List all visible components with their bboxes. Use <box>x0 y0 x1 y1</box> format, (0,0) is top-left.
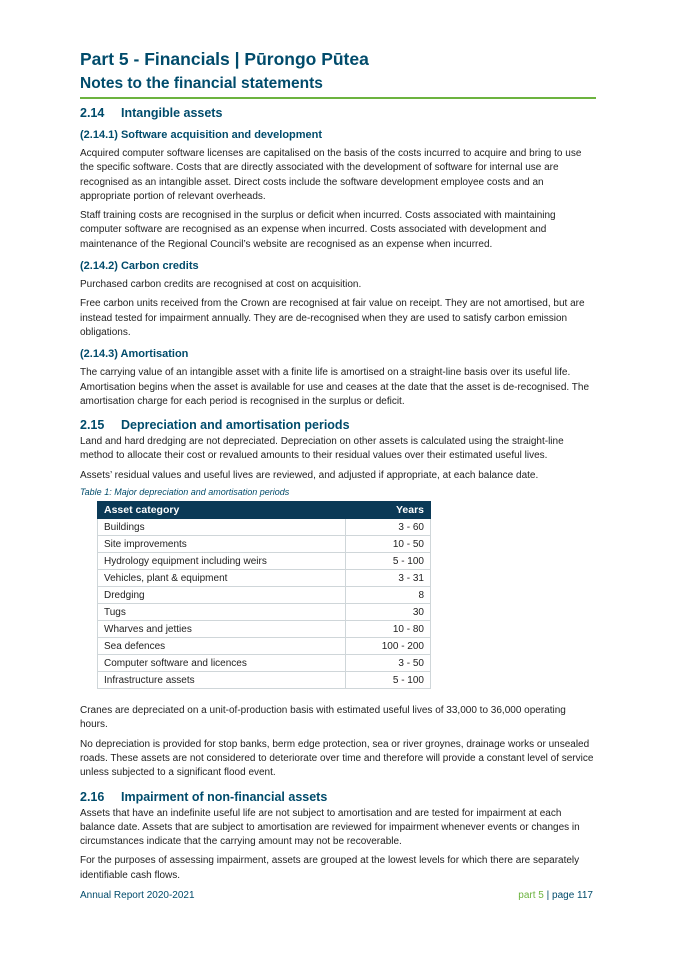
footer-separator: | <box>546 890 550 901</box>
table-row <box>98 536 431 553</box>
paragraph: Acquired computer software licenses are capitalised on the basis of the costs incurred to acquire and bring to use the specific software. Costs that are directly associated with the development of software for internal use are recognised as an intangible asset. Direct costs include the software development employee costs and an appropriate portion of relevant overheads. <box>80 148 582 202</box>
column-header: Years <box>346 502 431 519</box>
table-row <box>98 638 431 655</box>
footer-report-title: Annual Report 2020-2021 <box>80 890 195 901</box>
paragraph: Cranes are depreciated on a unit-of-production basis with estimated useful lives of 33,000 to 36,000 operating hours. <box>80 705 566 731</box>
footer-part: part 5 <box>518 890 544 901</box>
table-row <box>98 672 431 689</box>
table-row <box>98 570 431 587</box>
table-cell: 3 - 60 <box>346 519 431 536</box>
table-caption: Table 1: Major depreciation and amortisation periods <box>80 487 290 498</box>
table-cell: Buildings <box>98 519 346 536</box>
section-title: Intangible assets <box>121 106 223 120</box>
table-row <box>98 655 431 672</box>
paragraph: For the purposes of assessing impairment, assets are grouped at the lowest levels for which there are separately identifiable cash flows. <box>80 855 580 881</box>
section-title: Depreciation and amortisation periods <box>121 418 350 433</box>
page-content <box>80 48 596 883</box>
table-cell: 3 - 50 <box>346 655 431 672</box>
heading-2-15 <box>80 417 596 433</box>
heading-2-14-1: (2.14.1) Software acquisition and development <box>80 129 323 141</box>
table-row <box>98 553 431 570</box>
heading-2-14-3: (2.14.3) Amortisation <box>80 348 189 361</box>
table-cell: 10 - 50 <box>346 536 431 553</box>
table-cell: 3 - 31 <box>346 570 431 587</box>
paragraph: Land and hard dredging are not depreciated. Depreciation on other assets is calculated using the straight-line method to allocate their cost or revalued amounts to their residual values over their estimated useful lives. <box>80 436 564 462</box>
table-cell: Dredging <box>98 587 346 604</box>
paragraph: Assets’ residual values and useful lives are reviewed, and adjusted if appropriate, at each balance date. <box>80 469 539 481</box>
table-cell: Vehicles, plant & equipment <box>98 570 346 587</box>
table-cell: Computer software and licences <box>98 655 346 672</box>
table-cell: 10 - 80 <box>346 621 431 638</box>
table-cell: Infrastructure assets <box>98 672 346 689</box>
page-footer <box>80 890 593 901</box>
table-header-row <box>98 502 431 519</box>
table-cell: 100 - 200 <box>346 638 431 655</box>
heading-2-14 <box>80 105 596 121</box>
section-number: 2.15 <box>80 418 105 433</box>
paragraph: Assets that have an indefinite useful life are not subject to amortisation and are tested for impairment at each balance date. Assets that are subject to amortisation are reviewed for impairment whenever events or changes in circumstances indicate that the carrying amount may not be recoverable. <box>80 807 580 848</box>
table-row <box>98 604 431 621</box>
paragraph: The carrying value of an intangible asset with a finite life is amortised on a straight-line basis over its useful life. Amortisation begins when the asset is available for use and ceases at the date that the asset is de-recognised. The amortisation charge for each period is recognised in the surplus or deficit. <box>80 367 590 407</box>
column-header: Asset category <box>98 502 346 519</box>
table-cell: 8 <box>346 587 431 604</box>
footer-page-number: page 117 <box>552 890 593 901</box>
section-number: 2.16 <box>80 789 105 804</box>
paragraph: No depreciation is provided for stop banks, berm edge protection, sea or river groynes, drainage works or unsealed roads. These assets are not considered to deteriorate over time and therefore will provide a constant level of service unless subjected to a significant flood event. <box>80 738 594 779</box>
table-cell: Site improvements <box>98 536 346 553</box>
depreciation-table <box>97 501 431 689</box>
title-rule <box>80 97 596 99</box>
table-row <box>98 587 431 604</box>
section-number: 2.14 <box>80 106 105 120</box>
section-title: Impairment of non-financial assets <box>121 789 328 804</box>
table-cell: Sea defences <box>98 638 346 655</box>
table-cell: 30 <box>346 604 431 621</box>
table-cell: Wharves and jetties <box>98 621 346 638</box>
table-row <box>98 621 431 638</box>
table-cell: 5 - 100 <box>346 553 431 570</box>
table-cell: Hydrology equipment including weirs <box>98 553 346 570</box>
footer-page-info <box>518 890 593 901</box>
paragraph: Purchased carbon credits are recognised at cost on acquisition. <box>80 279 362 291</box>
table-cell: 5 - 100 <box>346 672 431 689</box>
heading-2-14-2: (2.14.2) Carbon credits <box>80 260 199 273</box>
notes-title: Notes to the financial statements <box>80 75 323 92</box>
table-cell: Tugs <box>98 604 346 621</box>
table-row <box>98 519 431 536</box>
heading-2-16 <box>80 789 596 805</box>
paragraph: Staff training costs are recognised in the surplus or deficit when incurred. Costs associated with maintaining computer software are recognised as an expense when incurred. Costs associated with development and maintenance of the Regional Council’s website are recognised as an expense when incurred. <box>80 210 556 250</box>
part-title: Part 5 - Financials | Pūrongo Pūtea <box>80 49 369 69</box>
paragraph: Free carbon units received from the Crown are recognised at fair value on receipt. They are not amortised, but are instead tested for impairment annually. They are de-recognised when they are used to satisfy carbon emission obligations. <box>80 298 585 338</box>
